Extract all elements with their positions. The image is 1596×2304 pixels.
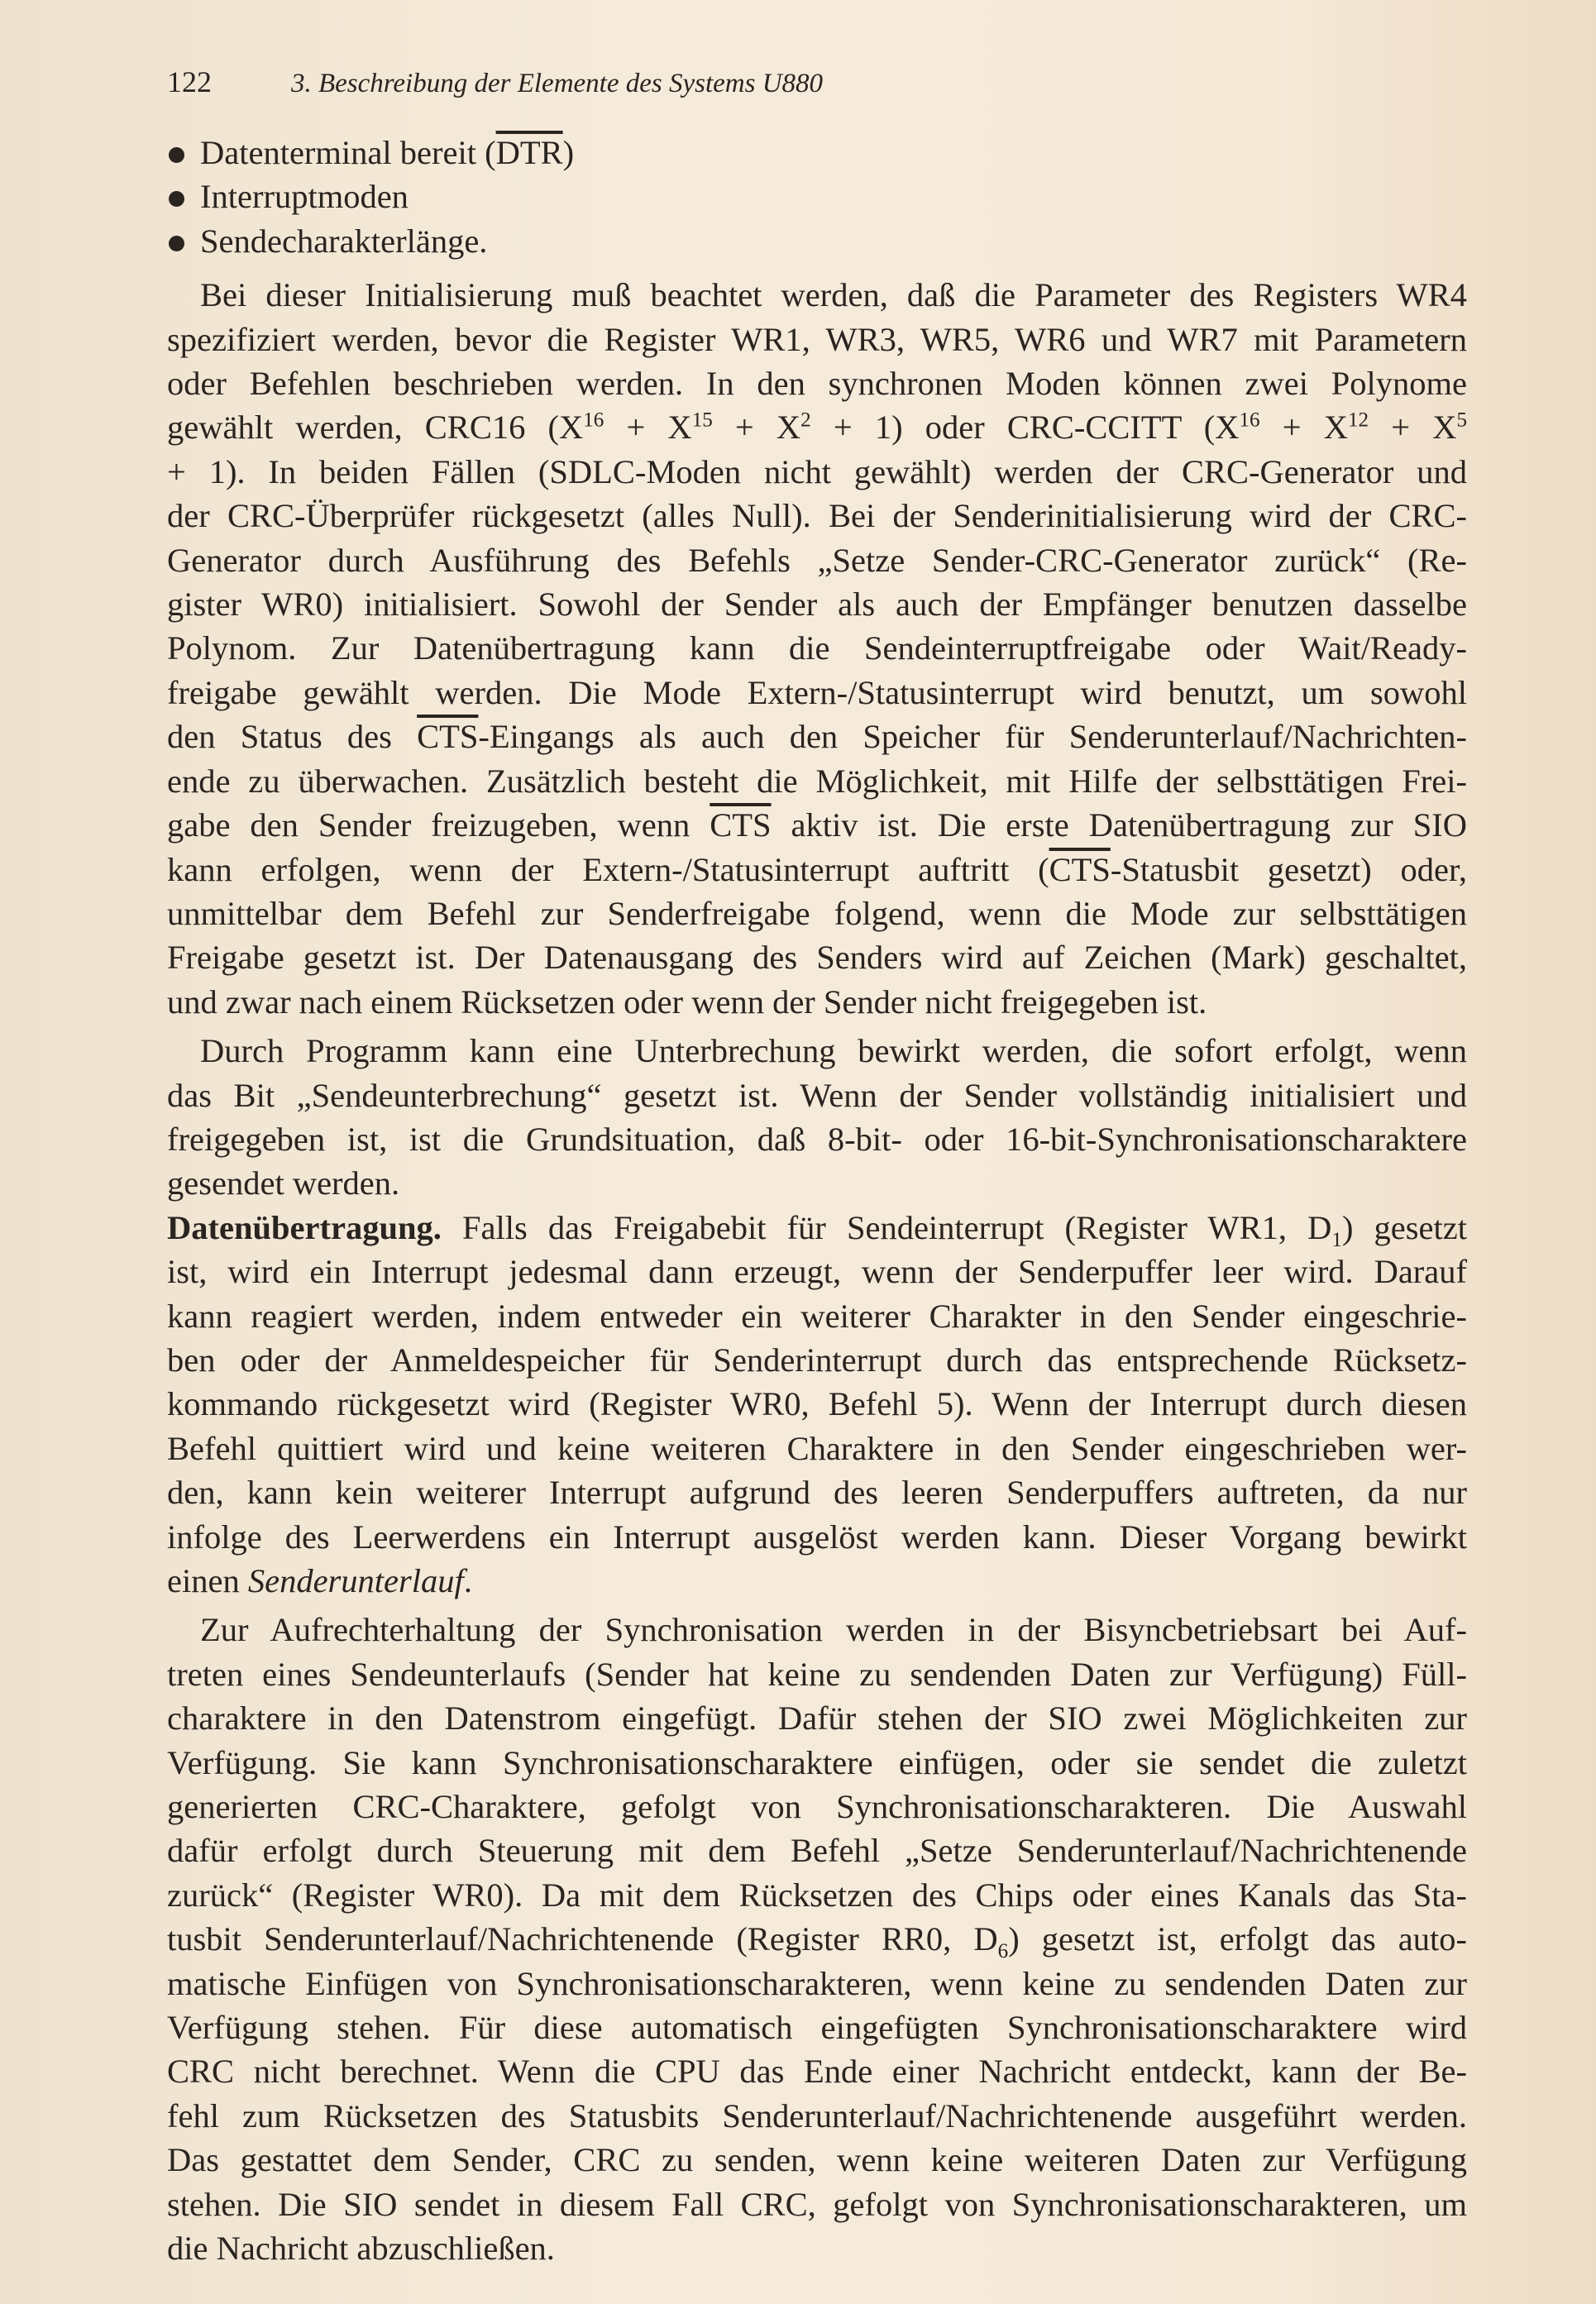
signal-name-overlined: $\overline{CTS}$ — [417, 718, 479, 756]
list-item: Interruptmoden — [167, 174, 1467, 218]
signal-name-overlined: $\overline{CTS}$ — [1049, 850, 1111, 888]
list-item: Sendecharakterlänge. — [167, 219, 1467, 263]
bullet-icon — [169, 191, 184, 207]
paragraph-synchronisation: Zur Aufrechterhaltung der Synchronisation werden in der Bisyncbetriebsart bei Auf- treten eines Sendeunterlaufs (Sender hat keine zu sendenden Daten zur Verfügung) Füll- charaktere in den Datenstrom eingefügt. Dafür stehen der SIO zwei Möglichkeiten zur Verfügung. Sie kann Synchronisationscharaktere einfügen, oder sie sendet die zuletzt generierten CRC-Charaktere, gefolgt von Synchronisationscharakteren. Die Auswahl dafür erfolgt durch Steuerung mit dem Befehl „Setze Senderunterlauf/Nachrichtenende zurück“ (Register WR0). Da mit dem Rücksetzen des Chips oder eines Kanals das Sta- tusbit Senderunterlauf/Nachrichtenende (Register RR0, $D_6$) gesetzt ist, erfolgt das auto- matische Einfügen von Synchronisationscharakteren, wenn keine zu sendenden Daten zur Verfügung stehen. Für diese automatisch eingefügten Synchronisationscharaktere wird CRC nicht berechnet. Wenn die CPU das Ende einer Nachricht entdeckt, kann der Be- fehl zum Rücksetzen des Statusbits Senderunterlauf/Nachrichtenende ausgeführt werden. Das gestattet dem Sender, CRC zu senden, wenn keine weiteren Daten zur Verfügung stehen. Die SIO sendet in diesem Fall CRC, gefolgt von Synchronisationscharakteren, um die Nachricht abzuschließen. — [167, 1611, 1467, 2268]
paragraph-initialization: Bei dieser Initialisierung muß beachtet werden, daß die Parameter des Registers WR4 spezifiziert werden, bevor die Register WR1, WR3, WR5, WR6 und WR7 mit Parametern oder Befehlen beschrieben werden. In den synchronen Moden können zwei Polynome gewählt werden, CRC16 $(X^{16} + X^{15} + X^2 + 1)$ oder CRC-CCITT ($X^{16} + X^{12} + X^5$ + 1). In beiden Fällen (SDLC-Moden nicht gewählt) werden der CRC-Generator und der CRC-Überprüfer rückgesetzt (alles Null). Bei der Senderinitialisierung wird der CRC- Generator durch Ausführung des Befehls „Setze Sender-CRC-Generator zurück“ (Re- gister WR0) initialisiert. Sowohl der Sender als auch der Empfänger benutzen dasselbe Polynom. Zur Datenübertragung kann die Sendeinterruptfreigabe oder Wait/Ready- freigabe gewählt werden. Die Mode Extern-/Statusinterrupt wird benutzt, um sowohl den Status des $\overline{CTS}$-Eingangs als auch den Speicher für Senderunterlauf/Nachrichten- ende zu überwachen. Zusätzlich besteht die Möglichkeit, mit Hilfe der selbsttätigen Frei- gabe den Sender freizugeben, wenn $\overline{CTS}$ aktiv ist. Die erste Datenübertragung zur SIO kann erfolgen, wenn der Extern-/Statusinterrupt auftritt ($\overline{CTS}$-Statusbit gesetzt) oder, unmittelbar dem Befehl zur Senderfreigabe folgend, wenn die Mode zur selbsttätigen Freigabe gesetzt ist. Der Datenausgang des Senders wird auf Zeichen (Mark) geschaltet, und zwar nach einem Rücksetzen oder wenn der Sender nicht freigegeben ist. — [167, 276, 1468, 1021]
page-body — [167, 131, 1467, 2271]
page-header — [167, 65, 823, 99]
italic-term: Senderunterlauf — [247, 1562, 464, 1599]
chapter-title: 3. Beschreibung der Elemente des Systems U880 — [291, 69, 824, 98]
paragraph-break-program: Durch Programm kann eine Unterbrechung bewirkt werden, die sofort erfolgt, wenn das Bit „Sendeunterbrechung“ gesetzt ist. Wenn der Sender vollständig initialisiert und freigegeben ist, ist die Grundsituation, daß 8-bit- oder 16-bit-Synchronisationscharaktere gesendet werden. — [167, 1032, 1467, 1202]
signal-name-overlined: $\overline{CTS}$ — [710, 806, 772, 844]
page-number: 122 — [167, 65, 212, 98]
bullet-icon — [169, 236, 184, 251]
list-item: Datenterminal bereit $(\overline{DTR})$ — [167, 131, 1467, 174]
bullet-list — [167, 131, 1467, 263]
run-in-heading: Datenübertragung. — [167, 1208, 442, 1246]
paragraph-data-transfer: Datenübertragung. Falls das Freigabebit für Sendeinterrupt (Register WR1, $D_1$) gesetzt ist, wird ein Interrupt jedesmal dann erzeugt, wenn der Senderpuffer leer wird. Darauf kann reagiert werden, indem entweder ein weiterer Charakter in den Sender eingeschrie- ben oder der Anmeldespeicher für Senderinterrupt durch das entsprechende Rücksetz- kommando rückgesetzt wird (Register WR0, Befehl 5). Wenn der Interrupt durch diesen Befehl quittiert wird und keine weiteren Charaktere in den Sender eingeschrieben wer- den, kann kein weiterer Interrupt aufgrund des leeren Senderpuffers auftreten, da nur infolge des Leerwerdens ein Interrupt ausgelöst werden kann. Dieser Vorgang bewirkt einen Senderunterlauf. — [167, 1208, 1467, 1599]
bullet-icon — [169, 147, 184, 163]
signal-name-overlined: $\overline{DTR}$ — [495, 134, 563, 171]
